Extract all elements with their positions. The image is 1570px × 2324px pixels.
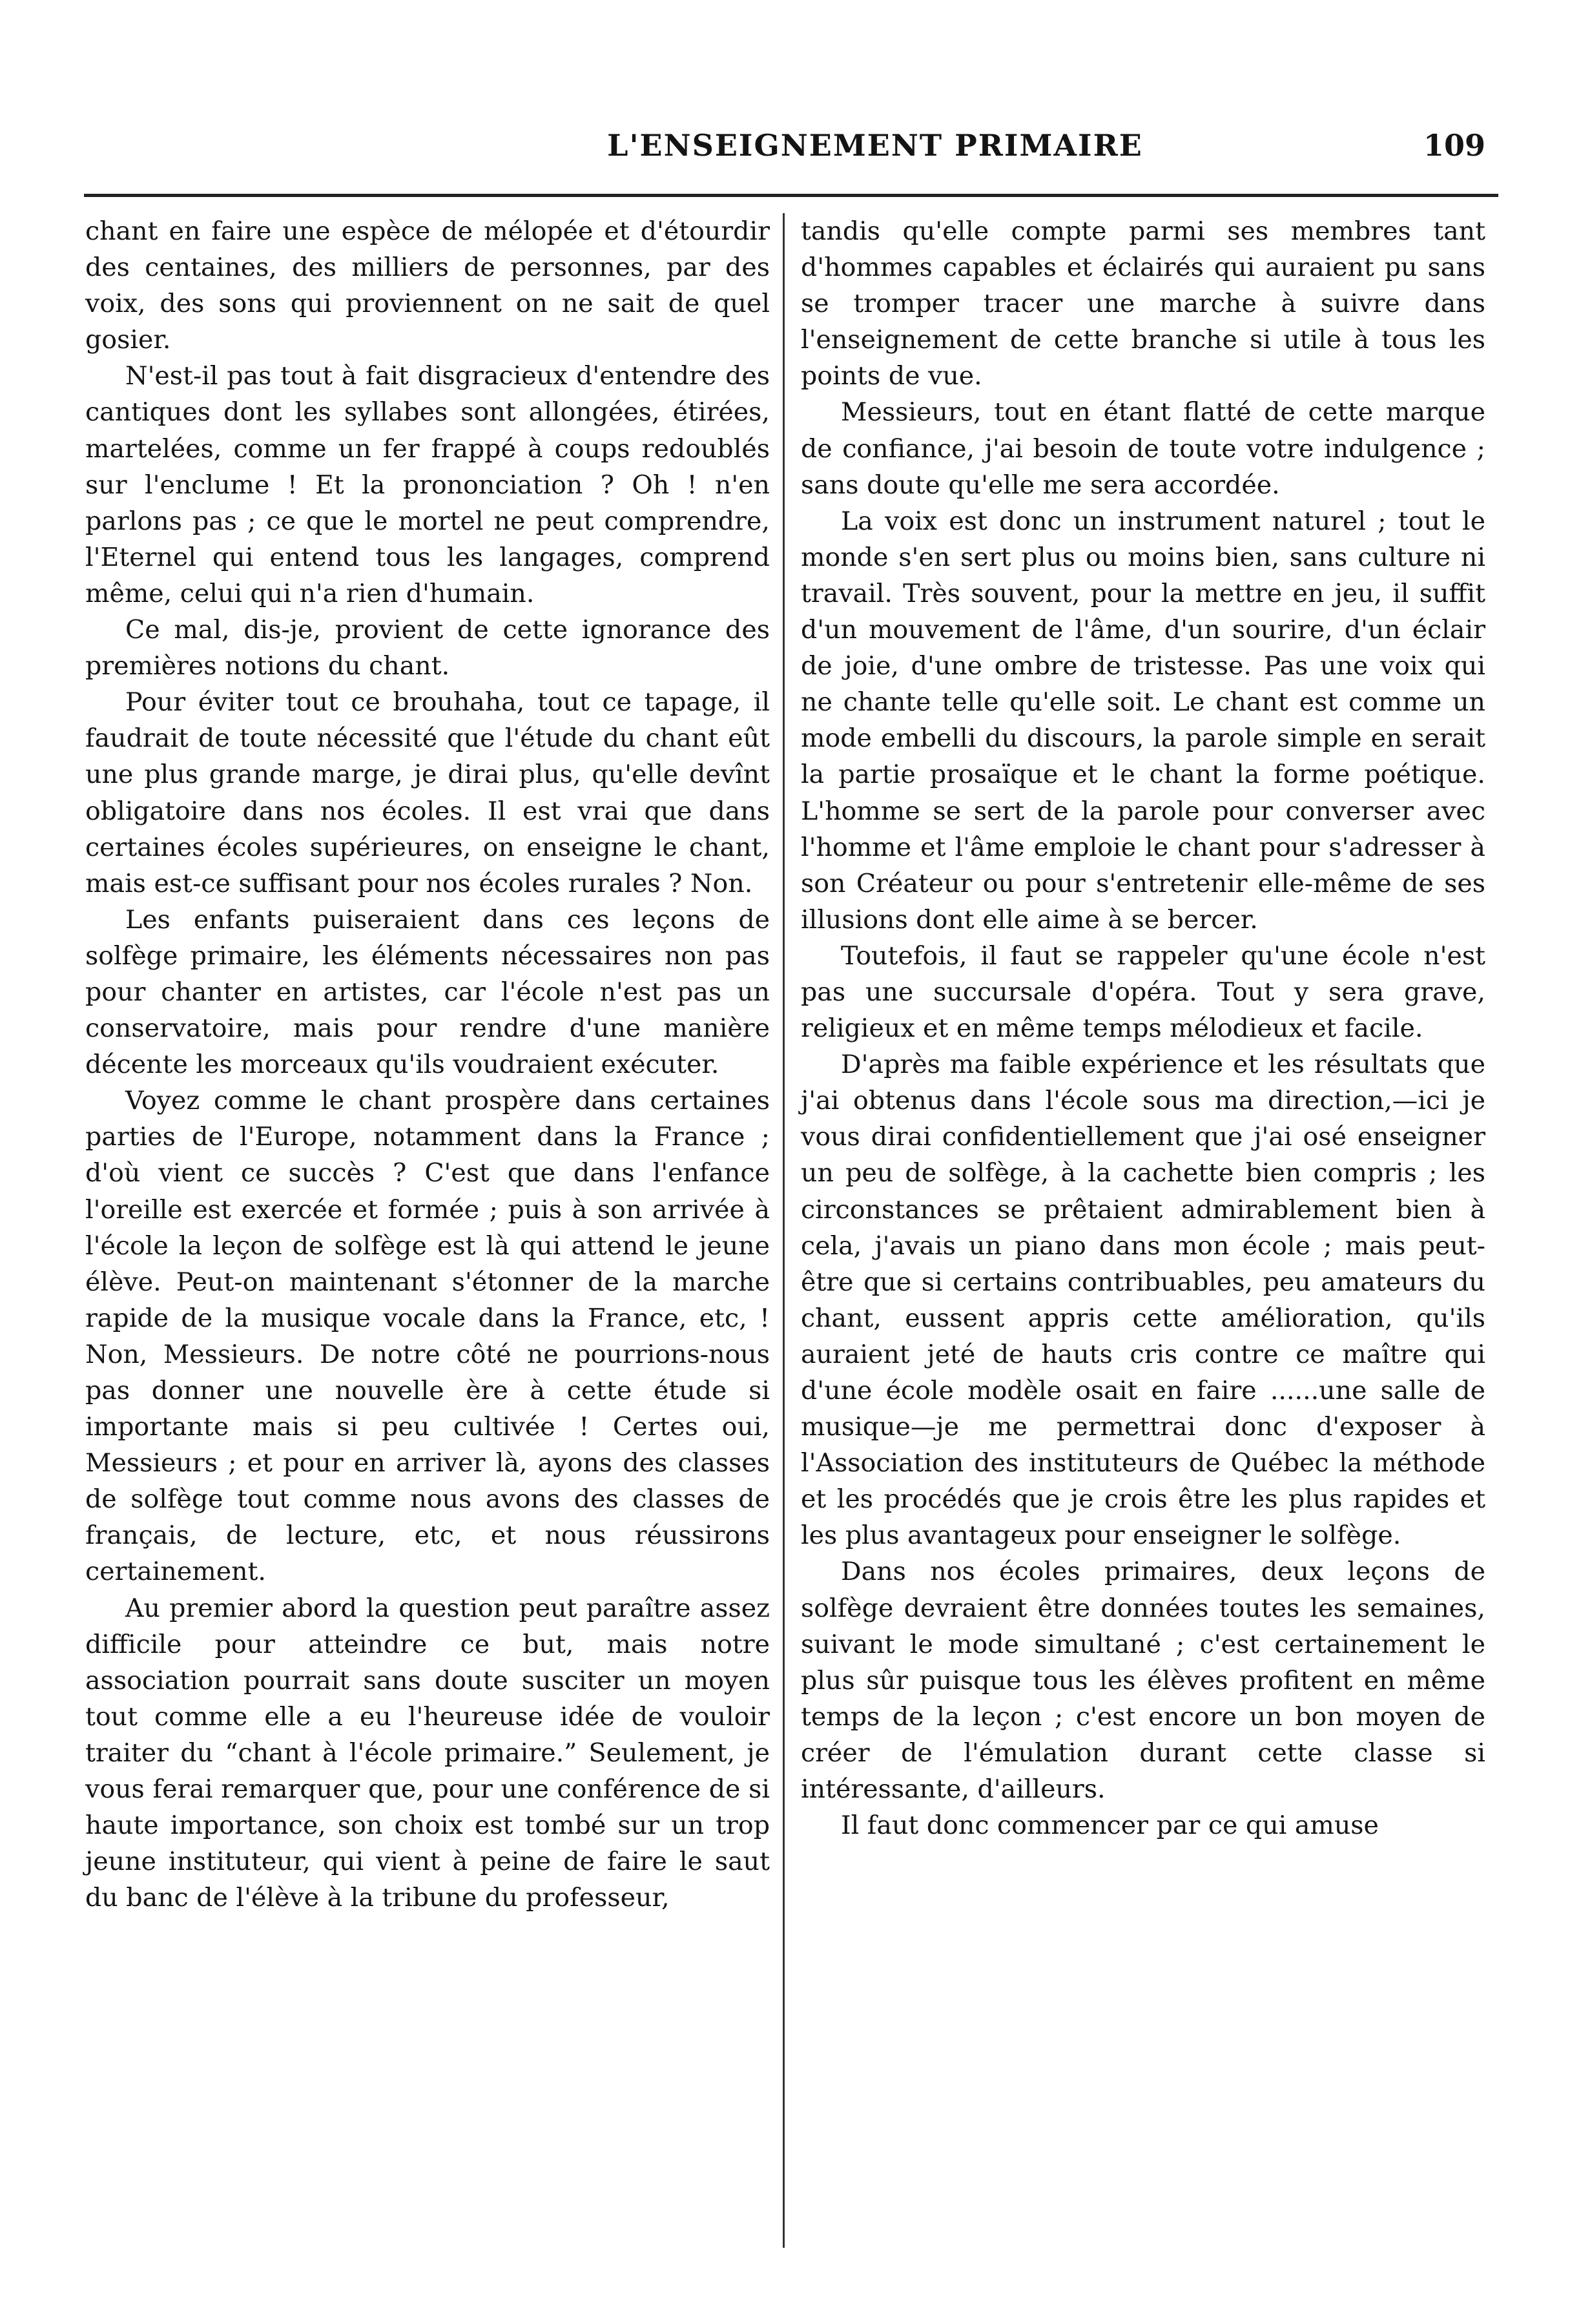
paragraph: D'après ma faible expérience et les résultats que j'ai obtenus dans l'école sous ma direction,—ici je vous dirai confidentiellement que j'ai osé enseigner un peu de solfège, à la cachette bien compris ; les circonstances se prêtaient admirablement bien à cela, j'avais un piano dans mon école ; mais peut-être que si certains contribuables, peu amateurs du chant, eussent appris cette amélioration, qu'ils auraient jeté de hauts cris contre ce maître qui d'une école modèle osait en faire ......une salle de musique—je me permettrai donc d'exposer à l'Association des instituteurs de Québec la méthode et les procédés que je crois être les plus rapides et les plus avantageux pour enseigner le solfège. bbox=[801, 1050, 1485, 1551]
page-number: 109 bbox=[1423, 128, 1485, 163]
right-column bbox=[801, 213, 1485, 1843]
header-rule bbox=[84, 194, 1498, 197]
paragraph: tandis qu'elle compte parmi ses membres tant d'hommes capables et éclairés qui auraient pu sans se tromper tracer une marche à suivre dans l'enseignement de cette branche si utile à tous les points de vue. bbox=[801, 216, 1485, 391]
paragraph: Les enfants puiseraient dans ces leçons de solfège primaire, les éléments nécessaires non pas pour chanter en artistes, car l'école n'est pas un conservatoire, mais pour rendre d'une manière décente les morceaux qu'ils voudraient exécuter. bbox=[85, 904, 770, 1080]
paragraph: La voix est donc un instrument naturel ; tout le monde s'en sert plus ou moins bien, sans culture ni travail. Très souvent, pour la mettre en jeu, il suffit d'un mouvement de l'âme, d'un sourire, d'un éclair de joie, d'une ombre de tristesse. Pas une voix qui ne chante telle qu'elle soit. Le chant est comme un mode embelli du discours, la parole simple en serait la partie prosaïque et le chant la forme poétique. L'homme se sert de la parole pour converser avec l'homme et l'âme emploie le chant pour s'adresser à son Créateur ou pour s'entretenir elle-même de ses illusions dont elle aime à se bercer. bbox=[801, 506, 1485, 935]
paragraph: Voyez comme le chant prospère dans certaines parties de l'Europe, notamment dans la France ; d'où vient ce succès ? C'est que dans l'enfance l'oreille est exercée et formée ; puis à son arrivée à l'école la leçon de solfège est là qui attend le jeune élève. Peut-on maintenant s'étonner de la marche rapide de la musique vocale dans la France, etc, ! Non, Messieurs. De notre côté ne pourrions-nous pas donner une nouvelle ère à cette étude si importante mais si peu cultivée ! Certes oui, Messieurs ; et pour en arriver là, ayons des classes de solfège tout comme nous avons des classes de français, de lecture, etc, et nous réussirons certainement. bbox=[85, 1086, 770, 1587]
paragraph: Ce mal, dis-je, provient de cette ignorance des premières notions du chant. bbox=[85, 615, 770, 681]
paragraph: Dans nos écoles primaires, deux leçons de solfège devraient être données toutes les semaines, suivant le mode simultané ; c'est certainement le plus sûr puisque tous les élèves profitent en même temps de la leçon ; c'est encore un bon moyen de créer de l'émulation durant cette classe si intéressante, d'ailleurs. bbox=[801, 1557, 1485, 1805]
paragraph: Au premier abord la question peut paraître assez difficile pour atteindre ce but, mais notre association pourrait sans doute susciter un moyen tout comme elle a eu l'heureuse idée de vouloir traiter du “chant à l'école primaire.” Seulement, je vous ferai remarquer que, pour une conférence de si haute importance, son choix est tombé sur un trop jeune instituteur, qui vient à peine de faire le saut du banc de l'élève à la tribune du professeur, bbox=[85, 1593, 770, 1913]
paragraph: N'est-il pas tout à fait disgracieux d'entendre des cantiques dont les syllabes sont allongées, étirées, martelées, comme un fer frappé à coups redoublés sur l'enclume ! Et la prononciation ? Oh ! n'en parlons pas ; ce que le mortel ne peut comprendre, l'Eternel qui entend tous les langages, comprend même, celui qui n'a rien d'humain. bbox=[85, 361, 770, 608]
paragraph: Toutefois, il faut se rappeler qu'une école n'est pas une succursale d'opéra. Tout y sera grave, religieux et en même temps mélodieux et facile. bbox=[801, 940, 1485, 1044]
paragraph: chant en faire une espèce de mélopée et d'étourdir des centaines, des milliers de personnes, par des voix, des sons qui proviennent on ne sait de quel gosier. bbox=[85, 216, 770, 355]
paragraph: Il faut donc commencer par ce qui amuse bbox=[841, 1810, 1379, 1841]
column-divider bbox=[783, 213, 785, 2248]
paragraph: Messieurs, tout en étant flatté de cette marque de confiance, j'ai besoin de toute votre indulgence ; sans doute qu'elle me sera accordée. bbox=[801, 397, 1485, 500]
running-title: L'ENSEIGNEMENT PRIMAIRE bbox=[607, 128, 1143, 163]
paragraph: Pour éviter tout ce brouhaha, tout ce tapage, il faudrait de toute nécessité que l'étude du chant eût une plus grande marge, je dirai plus, qu'elle devînt obligatoire dans nos écoles. Il est vrai que dans certaines écoles supérieures, on enseigne le chant, mais est-ce suffisant pour nos écoles rurales ? Non. bbox=[85, 687, 770, 898]
left-column bbox=[85, 213, 770, 1916]
page-header bbox=[77, 128, 1492, 173]
